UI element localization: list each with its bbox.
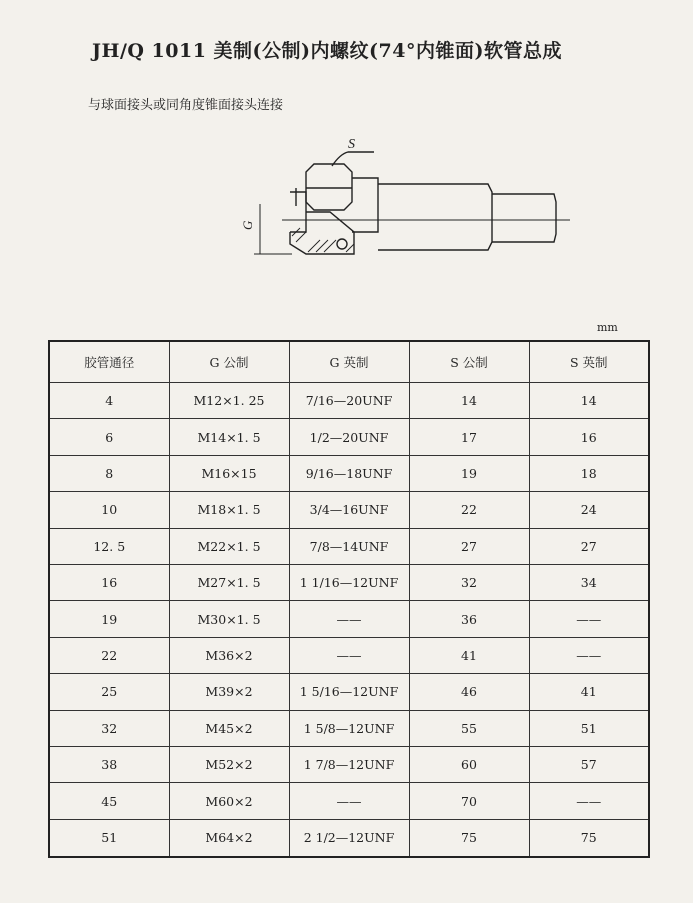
- hose-socket: [352, 178, 378, 232]
- cell-g-imperial: ——: [289, 637, 409, 673]
- cell-hose-bore: 6: [49, 419, 169, 455]
- cell-s-imperial: 27: [529, 528, 649, 564]
- cell-g-imperial: ——: [289, 601, 409, 637]
- cell-g-imperial: 9/16—18UNF: [289, 455, 409, 491]
- table-row: [49, 783, 649, 819]
- cell-g-metric: M64×2: [169, 819, 289, 857]
- unit-label: mm: [597, 321, 618, 334]
- table-row: [49, 419, 649, 455]
- page-title: JH/Q 1011 美制(公制)内螺纹(74°内锥面)软管总成: [92, 40, 562, 62]
- cell-s-metric: 60: [409, 747, 529, 783]
- cell-s-imperial: 57: [529, 747, 649, 783]
- cell-hose-bore: 22: [49, 637, 169, 673]
- cell-s-imperial: 75: [529, 819, 649, 857]
- table-row: [49, 637, 649, 673]
- cell-g-metric: M60×2: [169, 783, 289, 819]
- cell-s-metric: 14: [409, 383, 529, 419]
- cell-hose-bore: 12. 5: [49, 528, 169, 564]
- hose: [378, 184, 492, 250]
- cell-hose-bore: 51: [49, 819, 169, 857]
- table-row: [49, 819, 649, 857]
- cell-s-metric: 17: [409, 419, 529, 455]
- cell-s-metric: 55: [409, 710, 529, 746]
- cell-s-metric: 22: [409, 492, 529, 528]
- header-g-imperial: G 英制: [289, 341, 409, 383]
- hex-nut: [306, 164, 352, 210]
- cell-hose-bore: 4: [49, 383, 169, 419]
- cell-s-metric: 70: [409, 783, 529, 819]
- header-hose-bore: 胶管通径: [49, 341, 169, 383]
- cell-s-metric: 19: [409, 455, 529, 491]
- cell-s-metric: 75: [409, 819, 529, 857]
- cell-g-metric: M22×1. 5: [169, 528, 289, 564]
- cell-g-imperial: 7/16—20UNF: [289, 383, 409, 419]
- table-header-row: [49, 341, 649, 383]
- cell-s-imperial: 18: [529, 455, 649, 491]
- cell-g-imperial: 1 7/8—12UNF: [289, 747, 409, 783]
- cell-g-metric: M45×2: [169, 710, 289, 746]
- cell-hose-bore: 45: [49, 783, 169, 819]
- cell-hose-bore: 16: [49, 565, 169, 601]
- header-g-metric: G 公制: [169, 341, 289, 383]
- ball-seat: [337, 239, 347, 249]
- cell-hose-bore: 19: [49, 601, 169, 637]
- cell-s-imperial: 34: [529, 565, 649, 601]
- cell-g-imperial: 1/2—20UNF: [289, 419, 409, 455]
- g-label: G: [240, 220, 255, 230]
- cell-g-metric: M52×2: [169, 747, 289, 783]
- s-label: S: [348, 137, 355, 152]
- cell-s-metric: 46: [409, 674, 529, 710]
- cell-g-metric: M36×2: [169, 637, 289, 673]
- cell-s-imperial: 41: [529, 674, 649, 710]
- cell-g-metric: M18×1. 5: [169, 492, 289, 528]
- cell-g-imperial: 2 1/2—12UNF: [289, 819, 409, 857]
- cell-s-imperial: ——: [529, 637, 649, 673]
- table-row: [49, 747, 649, 783]
- header-s-imperial: S 英制: [529, 341, 649, 383]
- cell-hose-bore: 10: [49, 492, 169, 528]
- cell-s-metric: 41: [409, 637, 529, 673]
- cell-s-imperial: ——: [529, 601, 649, 637]
- header-s-metric: S 公制: [409, 341, 529, 383]
- cell-hose-bore: 25: [49, 674, 169, 710]
- cell-g-metric: M39×2: [169, 674, 289, 710]
- cell-s-imperial: 14: [529, 383, 649, 419]
- cell-s-metric: 36: [409, 601, 529, 637]
- cell-hose-bore: 38: [49, 747, 169, 783]
- table-row: [49, 492, 649, 528]
- page-subtitle: 与球面接头或同角度锥面接头连接: [88, 98, 284, 113]
- cell-g-imperial: 1 5/8—12UNF: [289, 710, 409, 746]
- cell-g-metric: M16×15: [169, 455, 289, 491]
- cell-g-metric: M27×1. 5: [169, 565, 289, 601]
- cell-s-imperial: 24: [529, 492, 649, 528]
- cell-g-imperial: 7/8—14UNF: [289, 528, 409, 564]
- table-row: [49, 710, 649, 746]
- cell-s-metric: 27: [409, 528, 529, 564]
- cell-g-imperial: 1 5/16—12UNF: [289, 674, 409, 710]
- cell-g-metric: M12×1. 25: [169, 383, 289, 419]
- cell-g-imperial: 1 1/16—12UNF: [289, 565, 409, 601]
- cell-s-metric: 32: [409, 565, 529, 601]
- hose-assembly-diagram: [236, 132, 576, 280]
- cell-g-imperial: ——: [289, 783, 409, 819]
- table-row: [49, 601, 649, 637]
- table-row: [49, 528, 649, 564]
- cell-hose-bore: 32: [49, 710, 169, 746]
- cell-g-metric: M14×1. 5: [169, 419, 289, 455]
- spec-table: [48, 340, 650, 858]
- cell-s-imperial: 16: [529, 419, 649, 455]
- cell-s-imperial: ——: [529, 783, 649, 819]
- table-row: [49, 455, 649, 491]
- table-row: [49, 383, 649, 419]
- cell-s-imperial: 51: [529, 710, 649, 746]
- table-row: [49, 565, 649, 601]
- cell-g-metric: M30×1. 5: [169, 601, 289, 637]
- fitting-body: [290, 192, 306, 232]
- cell-g-imperial: 3/4—16UNF: [289, 492, 409, 528]
- table-row: [49, 674, 649, 710]
- cell-hose-bore: 8: [49, 455, 169, 491]
